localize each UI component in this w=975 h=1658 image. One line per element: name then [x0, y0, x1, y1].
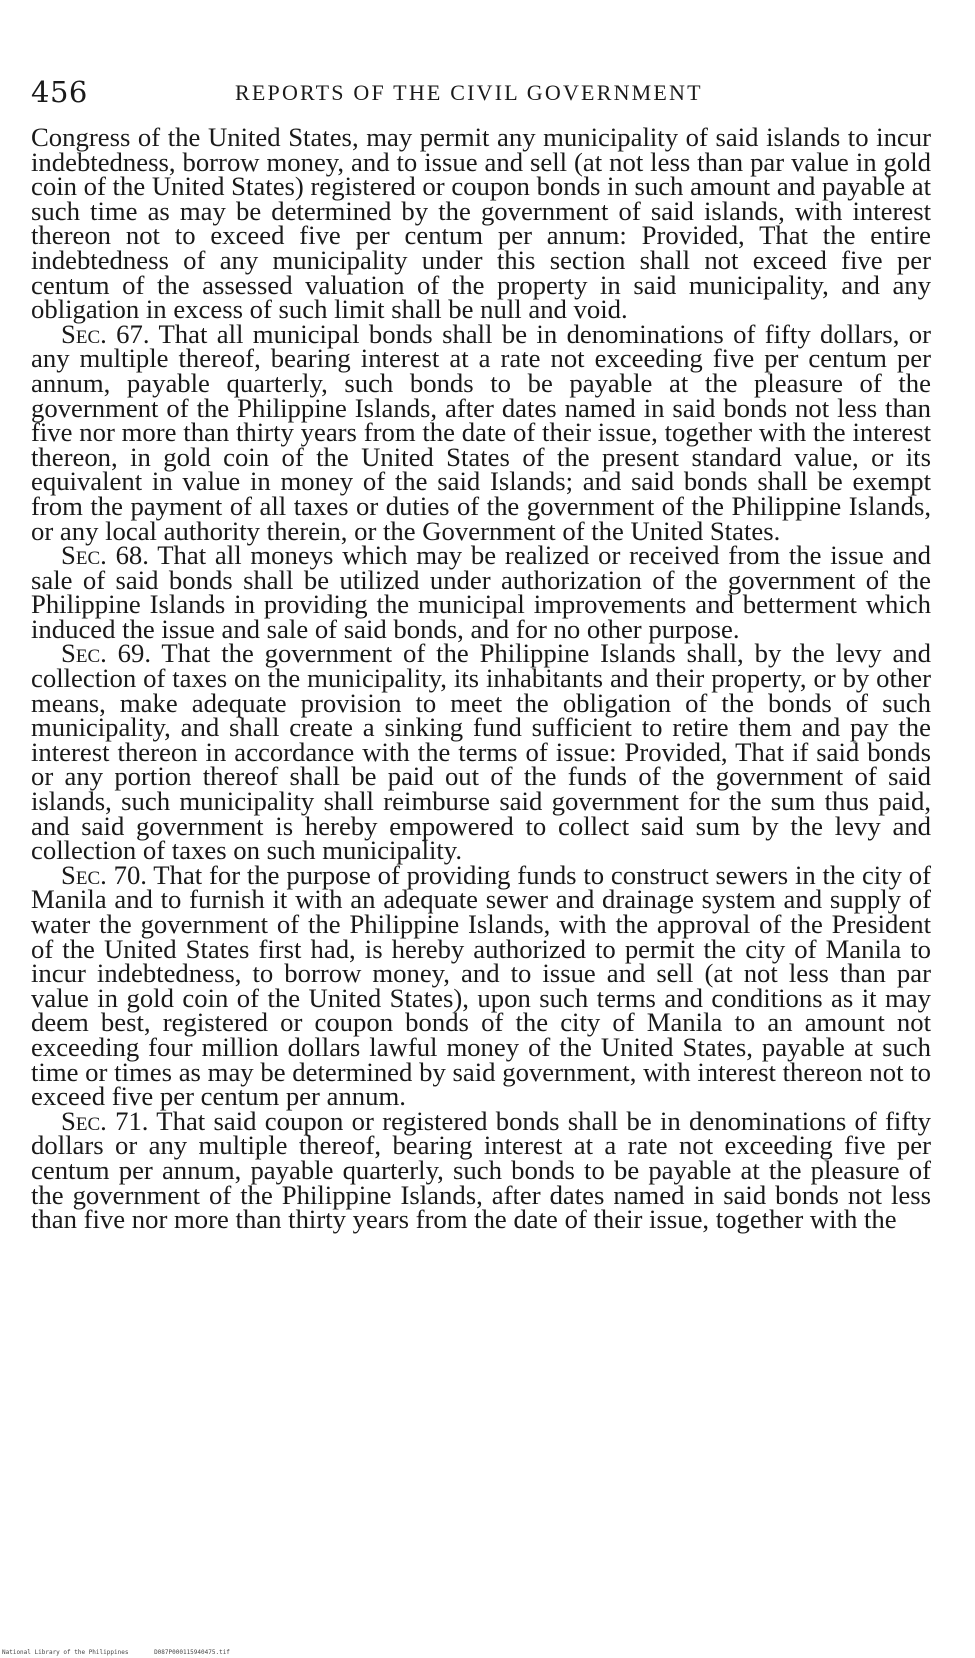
section-label: Sec. 71.	[61, 1105, 149, 1136]
section-68	[31, 540, 931, 644]
file-id: D087P000115940475.tif	[154, 1649, 230, 1656]
section-label: Sec. 69.	[61, 638, 152, 669]
section-label: Sec. 68.	[61, 540, 149, 571]
body-text	[31, 122, 932, 1235]
page-number: 456	[31, 75, 88, 109]
library-credit: National Library of the Philippines	[2, 1649, 129, 1656]
scan-footer	[2, 1649, 252, 1656]
section-text: That all municipal bonds shall be in denominations of fifty dollars, or any multiple thereof, bearing interest at a rate not exceeding five per centum per annum, payable quarterly, such bonds to be payable at the pleasure of the government of the Philippine Islands, after dates named in said bonds not less than five nor more than thirty years from the date of their issue, together with the interest thereon, in gold coin of the United States of the present standard value, or its equivalent in value in money of the said Islands; and said bonds shall be exempt from the payment of all taxes or duties of the government of the Philippine Islands, or any local authority therein, or the Government of the United States.	[31, 318, 931, 546]
section-label: Sec. 67.	[61, 318, 150, 349]
running-head: REPORTS OF THE CIVIL GOVERNMENT	[235, 80, 703, 105]
paragraph-continuation	[31, 122, 931, 325]
section-71	[31, 1105, 931, 1235]
section-text: That said coupon or registered bonds shall be in denominations of fifty dollars or any multiple thereof, bearing interest at a rate not exceeding five per centum per annum, payable quarterly, such bonds to be payable at the pleasure of the government of the Philippine Islands, after dates named in said bonds not less than five nor more than thirty years from the date of their issue, together with the	[31, 1105, 931, 1235]
section-label: Sec. 70.	[61, 859, 147, 890]
section-69	[31, 638, 931, 866]
paragraph-text: Congress of the United States, may permit any municipality of said islands to incur indebtedness, borrow money, and to issue and sell (at not less than par value in gold coin of the United States) registered or coupon bonds in such amount and payable at such time as may be determined by the government of said islands, with interest thereon not to exceed five per centum per annum: Provided, That the entire indebtedness of any municipality under this section shall not exceed five per centum of the assessed valuation of the property in said municipality, and any obligation in excess of such limit shall be null and void.	[31, 122, 931, 325]
section-text: That the government of the Philippine Islands shall, by the levy and collection of taxes on the municipality, its inhabitants and their property, or by other means, make adequate provision to meet the obligation of the bonds of such municipality, and shall create a sinking fund sufficient to retire them and pay the interest thereon in accordance with the terms of issue: Provided, That if said bonds or any portion thereof shall be paid out of the funds of the government of said islands, such municipality shall reimburse said government for the sum thus paid, and said government is hereby empowered to collect said sum by the levy and collection of taxes on such municipality.	[31, 638, 931, 866]
section-67	[31, 318, 931, 546]
page-header	[31, 75, 931, 109]
section-text: That for the purpose of providing funds to construct sewers in the city of Manila and to furnish it with an adequate sewer and drainage system and supply of water the government of the Philippine Islands, with the approval of the President of the United States first had, is hereby authorized to permit the city of Manila to incur indebtedness, to borrow money, and to issue and sell (at not less than par value in gold coin of the United States), upon such terms and conditions as it may deem best, registered or coupon bonds of the city of Manila to an amount not exceeding four million dollars lawful money of the United States, payable at such time or times as may be determined by said government, with interest thereon not to exceed five per centum per annum.	[31, 859, 932, 1112]
section-text: That all moneys which may be realized or received from the issue and sale of said bonds shall be utilized under authorization of the government of the Philippine Islands in providing the municipal improvements and betterment which induced the issue and sale of said bonds, and for no other purpose.	[31, 540, 931, 644]
section-70	[31, 859, 932, 1112]
